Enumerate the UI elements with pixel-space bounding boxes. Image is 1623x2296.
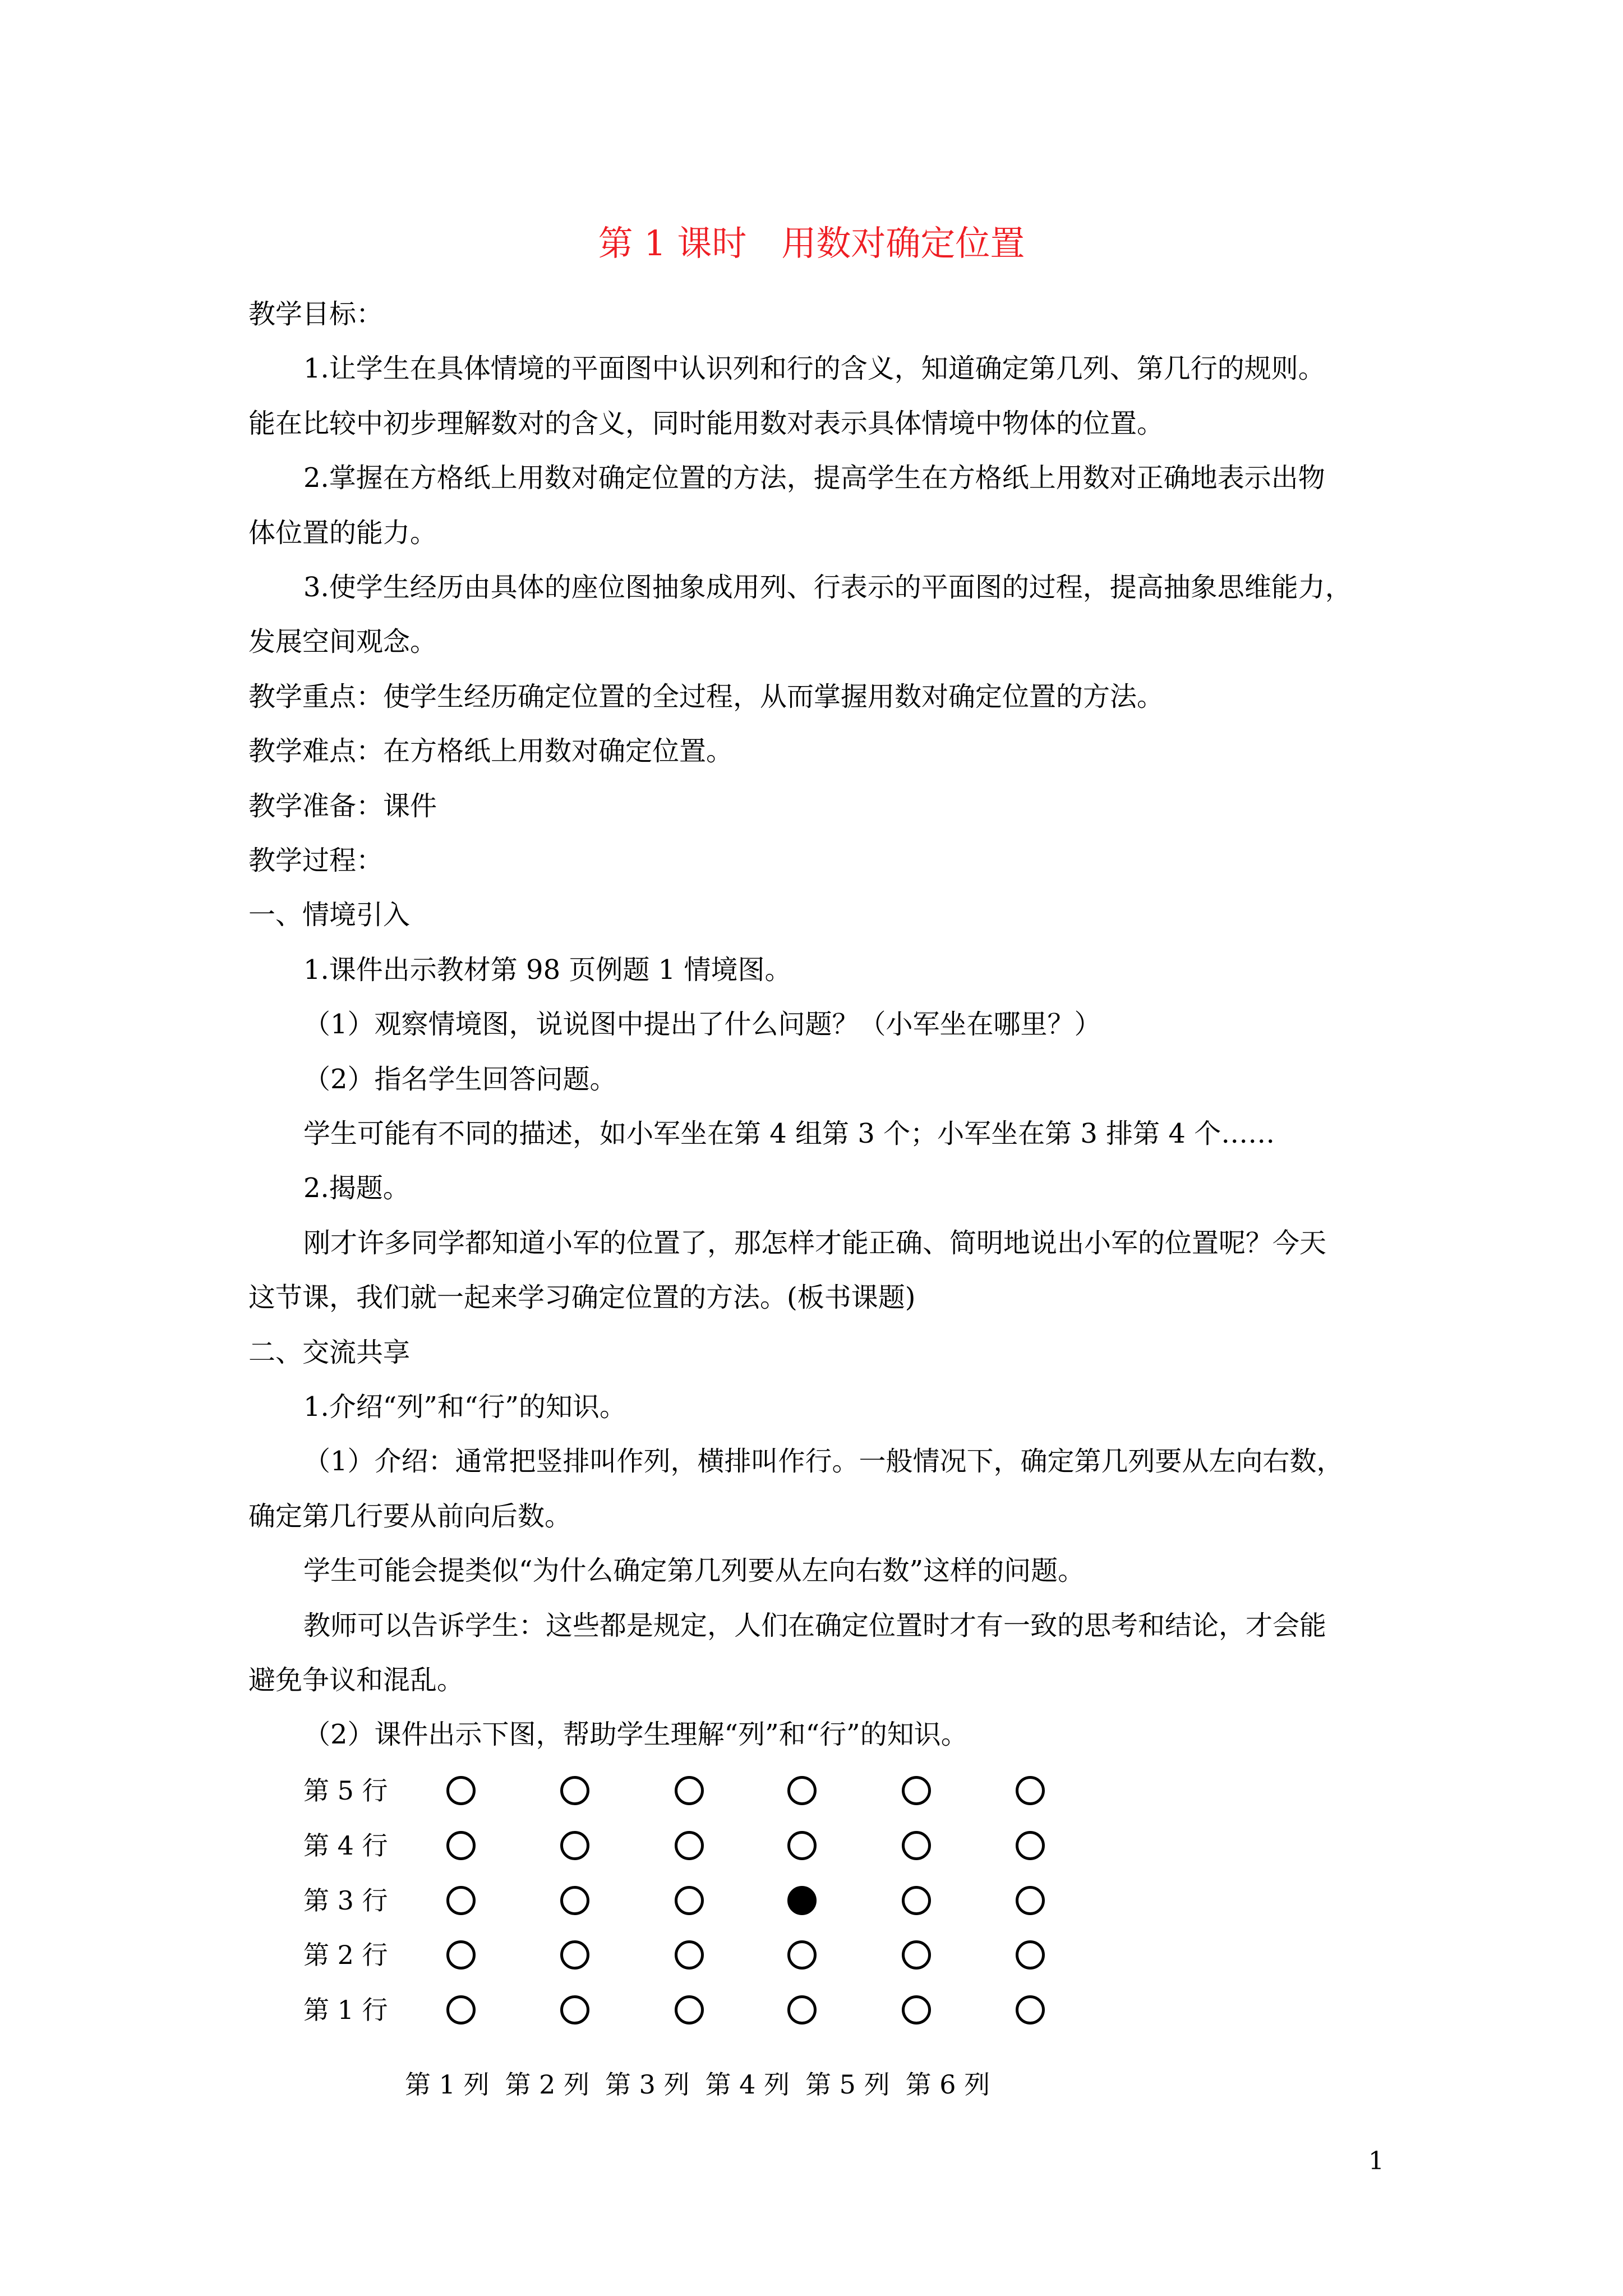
- text-line: 教学难点：在方格纸上用数对确定位置。: [248, 735, 734, 767]
- text-line: 能在比较中初步理解数对的含义，同时能用数对表示具体情境中物体的位置。: [248, 408, 1164, 439]
- text-line: 确定第几行要从前向后数。: [248, 1501, 572, 1532]
- seat-dot: [787, 1831, 817, 1860]
- text-line: 教学准备：课件: [248, 790, 437, 822]
- text-line: 1.课件出示教材第 98 页例题 1 情境图。: [303, 954, 792, 986]
- row-label: 第 3 行: [303, 1885, 388, 1916]
- seat-dot: [560, 1995, 589, 2024]
- text-line: （2）课件出示下图，帮助学生理解“列”和“行”的知识。: [303, 1719, 968, 1750]
- filled-seat-dot: [787, 1886, 817, 1915]
- text-line: 1.让学生在具体情境的平面图中认识列和行的含义，知道确定第几列、第几行的规则。: [303, 353, 1325, 384]
- seat-dot: [560, 1776, 589, 1805]
- column-label: 第 3 列: [605, 2069, 690, 2100]
- seat-dot: [675, 1995, 704, 2024]
- seat-dot: [902, 1995, 931, 2024]
- text-line: 教学过程：: [248, 845, 384, 876]
- seat-dot: [560, 1940, 589, 1970]
- text-line: 2.揭题。: [303, 1172, 410, 1204]
- text-line: 一、情境引入: [248, 899, 411, 931]
- text-line: 避免争议和混乱。: [248, 1664, 464, 1696]
- seat-dot: [787, 1995, 817, 2024]
- seat-dot: [446, 1831, 476, 1860]
- seat-dot: [787, 1940, 817, 1970]
- text-line: （2）指名学生回答问题。: [303, 1064, 617, 1095]
- text-line: 学生可能会提类似“为什么确定第几列要从左向右数”这样的问题。: [303, 1555, 1085, 1586]
- page-number: 1: [1368, 2147, 1384, 2175]
- seat-dot: [902, 1886, 931, 1915]
- column-labels: [405, 2068, 1006, 2101]
- seat-dot: [675, 1776, 704, 1805]
- row-label: 第 4 行: [303, 1830, 388, 1861]
- seat-dot: [675, 1940, 704, 1970]
- column-label: 第 5 列: [805, 2069, 890, 2100]
- seat-dot: [902, 1776, 931, 1805]
- seat-dot: [787, 1776, 817, 1805]
- text-line: 体位置的能力。: [248, 517, 437, 549]
- seat-dot: [902, 1831, 931, 1860]
- row-label: 第 1 行: [303, 1995, 388, 2025]
- seat-dot: [1016, 1886, 1045, 1915]
- text-line: 教师可以告诉学生：这些都是规定，人们在确定位置时才有一致的思考和结论，才会能: [303, 1610, 1327, 1641]
- column-label: 第 2 列: [505, 2069, 590, 2100]
- text-line: 2.掌握在方格纸上用数对确定位置的方法，提高学生在方格纸上用数对正确地表示出物: [303, 462, 1325, 494]
- text-line: 刚才许多同学都知道小军的位置了，那怎样才能正确、简明地说出小军的位置呢？今天: [303, 1227, 1327, 1259]
- text-line: 3.使学生经历由具体的座位图抽象成用列、行表示的平面图的过程，提高抽象思维能力，: [303, 572, 1352, 603]
- seat-dot: [1016, 1995, 1045, 2024]
- seat-dot: [446, 1995, 476, 2024]
- seat-dot: [675, 1886, 704, 1915]
- text-line: （1）观察情境图，说说图中提出了什么问题？（小军坐在哪里？）: [303, 1009, 1101, 1040]
- column-label: 第 4 列: [705, 2069, 790, 2100]
- seat-dot: [1016, 1831, 1045, 1860]
- seat-dot: [446, 1940, 476, 1970]
- seat-dot: [446, 1776, 476, 1805]
- page-title: 第 1 课时 用数对确定位置: [598, 223, 1025, 264]
- text-line: （1）介绍：通常把竖排叫作列，横排叫作行。一般情况下，确定第几列要从左向右数，: [303, 1446, 1344, 1477]
- seat-dot: [902, 1940, 931, 1970]
- text-line: 教学目标：: [248, 298, 384, 330]
- text-line: 学生可能有不同的描述，如小军坐在第 4 组第 3 个；小军坐在第 3 排第 4 个……: [303, 1118, 1275, 1149]
- row-label: 第 5 行: [303, 1775, 388, 1806]
- text-line: 发展空间观念。: [248, 626, 437, 657]
- text-line: 二、交流共享: [248, 1337, 411, 1368]
- text-line: 教学重点：使学生经历确定位置的全过程，从而掌握用数对确定位置的方法。: [248, 681, 1164, 712]
- text-line: 1.介绍“列”和“行”的知识。: [303, 1391, 626, 1423]
- seat-dot: [1016, 1776, 1045, 1805]
- seat-dot: [560, 1831, 589, 1860]
- seat-dot: [446, 1886, 476, 1915]
- seat-dot: [560, 1886, 589, 1915]
- seat-dot: [675, 1831, 704, 1860]
- row-label: 第 2 行: [303, 1940, 388, 1970]
- column-label: 第 6 列: [905, 2069, 990, 2100]
- text-line: 这节课，我们就一起来学习确定位置的方法。(板书课题): [248, 1282, 916, 1313]
- column-label: 第 1 列: [405, 2069, 490, 2100]
- seat-dot: [1016, 1940, 1045, 1970]
